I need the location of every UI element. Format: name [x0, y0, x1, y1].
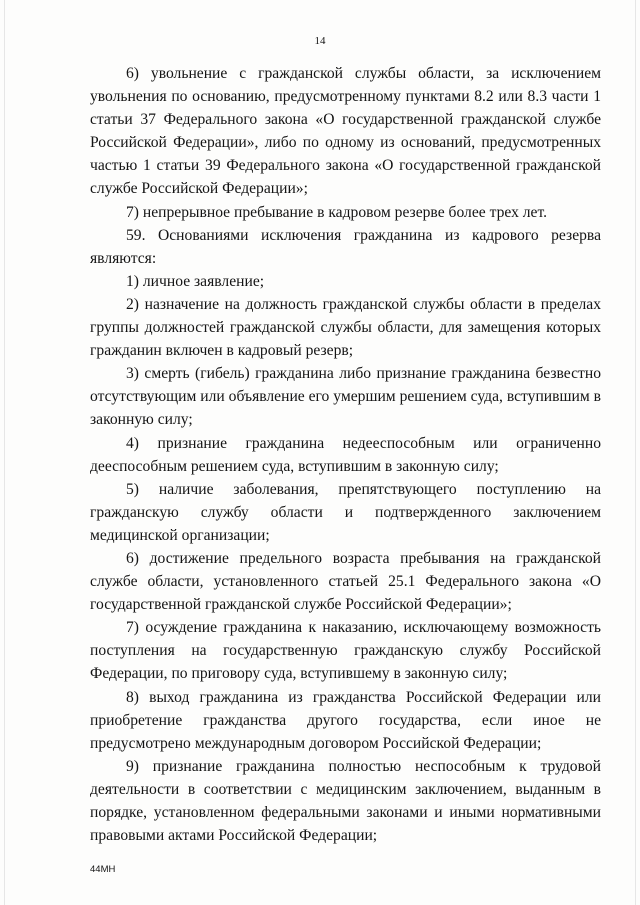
- document-body: [90, 62, 601, 847]
- paragraph: 8) выход гражданина из гражданства Российской Федерации или приобретение гражданства другого государства, если иное не предусмотрено международным договором Российской Федерации;: [90, 688, 601, 752]
- document-code: 44МН: [90, 864, 116, 875]
- paragraph: 1) личное заявление;: [126, 272, 265, 290]
- paragraph: 7) непрерывное пребывание в кадровом резерве более трех лет.: [126, 203, 548, 221]
- paragraph: 9) признание гражданина полностью неспособным к трудовой деятельности в соответствии с медицинским заключением, выданным в порядке, установленном федеральными законами и иными нормативными правовыми актами Российской Федерации;: [90, 757, 601, 845]
- paragraph: 5) наличие заболевания, препятствующего поступлению на гражданскую службу области и подтвержденного заключением медицинской организации;: [90, 480, 601, 544]
- paragraph: 3) смерть (гибель) гражданина либо признание гражданина безвестно отсутствующим или объявление его умершим решением суда, вступившим в законную силу;: [90, 365, 601, 429]
- paragraph: 59. Основаниями исключения гражданина из кадрового резерва являются:: [90, 226, 601, 267]
- right-scan-edge: [635, 0, 636, 905]
- page-number: 14: [314, 35, 326, 47]
- paragraph: 6) достижение предельного возраста пребывания на гражданской службе области, установленного статьей 25.1 Федерального закона «О государственной гражданской службе Российской Федерации»;: [90, 549, 601, 614]
- left-scan-edge: [4, 0, 5, 905]
- paragraph: 4) признание гражданина недееспособным или ограниченно дееспособным решением суда, вступившим в законную силу;: [90, 434, 601, 475]
- paragraph: 7) осуждение гражданина к наказанию, исключающему возможность поступления на государственную гражданскую службу Российской Федерации, по приговору суда, вступившему в законную силу;: [90, 619, 601, 683]
- paragraph: 6) увольнение с гражданской службы области, за исключением увольнения по основанию, предусмотренному пунктами 8.2 или 8.3 части 1 статьи 37 Федерального закона «О государственной гражданской службе Российской Федерации», либо по одному из оснований, предусмотренных частью 1 статьи 39 Федерального закона «О государственной гражданской службе Российской Федерации»;: [90, 65, 601, 198]
- paragraph: 2) назначение на должность гражданской службы области в пределах группы должностей гражданской службы области, для замещения которых гражданин включен в кадровый резерв;: [90, 295, 601, 360]
